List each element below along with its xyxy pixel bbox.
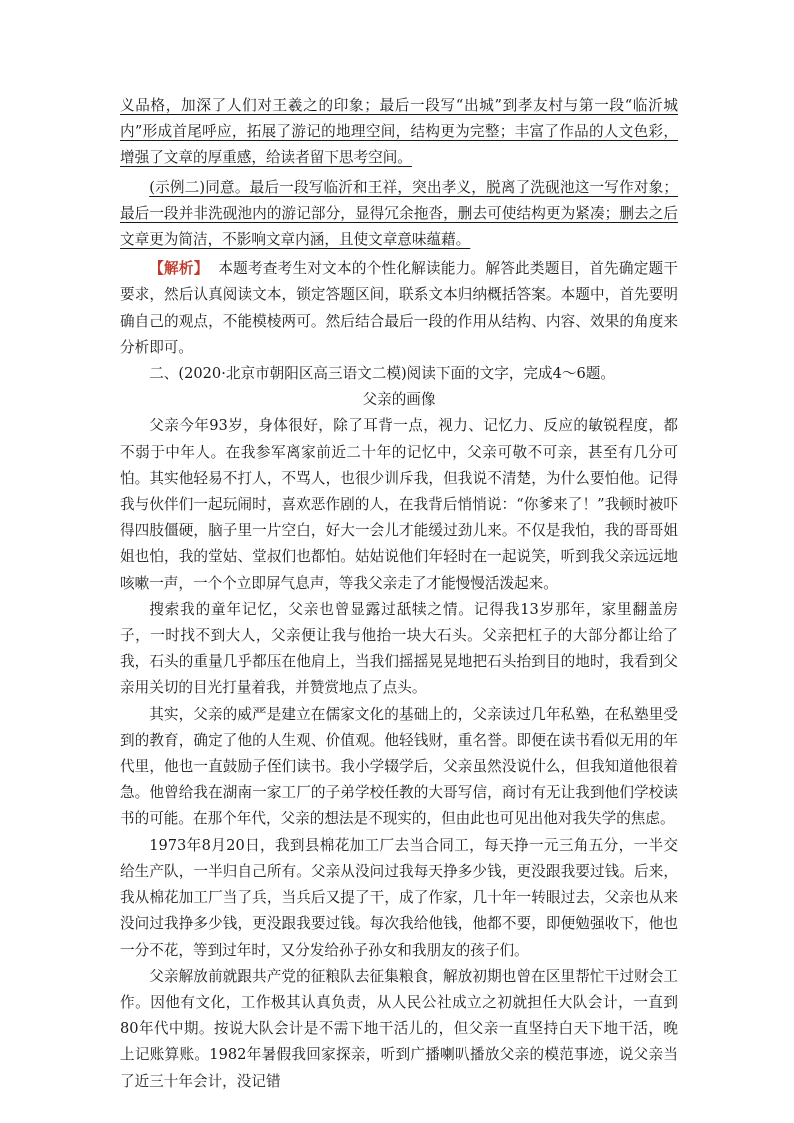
article-paragraph-4: 1973年8月20日，我到县棉花加工厂去当合同工，每天挣一元三角五分，一半交给生产队，一半归自己所有。父亲从没问过我每天挣多少钱，更没跟我要过钱。后来，我从棉花加工厂当了兵，当兵后又提了干，成了作家，几十年一转眼过去，父亲也从来没问过我挣多少钱，更没跟我要过钱。每次我给他钱，他都不要，即便勉强收下，他也一分不花，等到过年时，又分发给孙子孙女和我朋友的孩子们。: [120, 836, 678, 959]
analysis-paragraph: [120, 256, 678, 361]
article-paragraph-3: 其实，父亲的威严是建立在儒家文化的基础上的，父亲读过几年私塾，在私塾里受到的教育，确定了他的人生观、价值观。他轻钱财，重名誉。即便在读书看似无用的年代里，他也一直鼓励子侄们读书。我小学辍学后，父亲虽然没说什么，但我知道他很着急。他曾给我在湖南一家工厂的子弟学校任教的大哥写信，商讨有无让我到他们学校读书的可能。在那个年代，父亲的想法是不现实的，但由此也可见出他对我失学的焦虑。: [120, 705, 678, 828]
answer-example1-tail: 义品格，加深了人们对王羲之的印象；最后一段写“出城”到孝友村与第一段“临沂城内”形成首尾呼应，拓展了游记的地理空间，结构更为完整；丰富了作品的人文色彩，增强了文章的厚重感，给读者留下思考空间。: [120, 97, 678, 167]
analysis-text: 本题考查考生对文本的个性化解读能力。解答此类题目，首先确定题干要求，然后认真阅读文本，锁定答题区间，联系文本归纳概括答案。本题中，首先要明确自己的观点，不能模棱两可。然后结合最后一段的作用从结构、内容、效果的角度来分析即可。: [120, 260, 678, 356]
document-page: [120, 93, 678, 1095]
answer-example2: (示例二)同意。最后一段写临沂和王祥，突出孝义，脱离了洗砚池这一写作对象；最后一段并非洗砚池内的游记部分，显得冗余拖沓，删去可使结构更为紧凑；删去之后文章更为简洁，不影响文章内涵，且使文章意味蕴藉。: [120, 178, 678, 249]
analysis-label: 【解析】: [149, 260, 209, 278]
article-paragraph-2: 搜索我的童年记忆，父亲也曾显露过舐犊之情。记得我13岁那年，家里翻盖房子，一时找不到大人，父亲便让我与他抬一块大石头。父亲把杠子的大部分都让给了我，石头的重量几乎都压在他肩上，当我们摇摇晃晃地把石头抬到目的地时，我看到父亲用关切的目光打量着我，并赞赏地点了点头。: [120, 600, 678, 697]
section-heading: 二、(2020·北京市朝阳区高三语文二模)阅读下面的文字，完成4～6题。: [149, 365, 615, 383]
article-title: 父亲的画像: [362, 391, 436, 409]
article-paragraph-5: 父亲解放前就跟共产党的征粮队去征集粮食，解放初期也曾在区里帮忙干过财会工作。因他有文化，工作极其认真负责，从人民公社成立之初就担任大队会计，一直到80年代中期。按说大队会计是不需下地干活儿的，但父亲一直坚持白天下地干活，晚上记账算账。1982年暑假我回家探亲，听到广播喇叭播放父亲的模范事迹，说父亲当了近三十年会计，没记错: [120, 967, 678, 1090]
article-paragraph-1: 父亲今年93岁，身体很好，除了耳背一点，视力、记忆力、反应的敏锐程度，都不弱于中年人。在我参军离家前近二十年的记忆中，父亲可敬不可亲，甚至有几分可怕。其实他轻易不打人，不骂人，也很少训斥我，但我说不清楚，为什么要怕他。记得我与伙伴们一起玩闹时，喜欢恶作剧的人，在我背后悄悄说：“你爹来了！”我顿时被吓得四肢僵硬，脑子里一片空白，好大一会儿才能缓过劲儿来。不仅是我怕，我的哥哥姐姐也怕，我的堂姑、堂叔们也都怕。姑姑说他们年轻时在一起说笑，听到我父亲远远地咳嗽一声，一个个立即屏气息声，等我父亲走了才能慢慢活泼起来。: [120, 417, 678, 592]
